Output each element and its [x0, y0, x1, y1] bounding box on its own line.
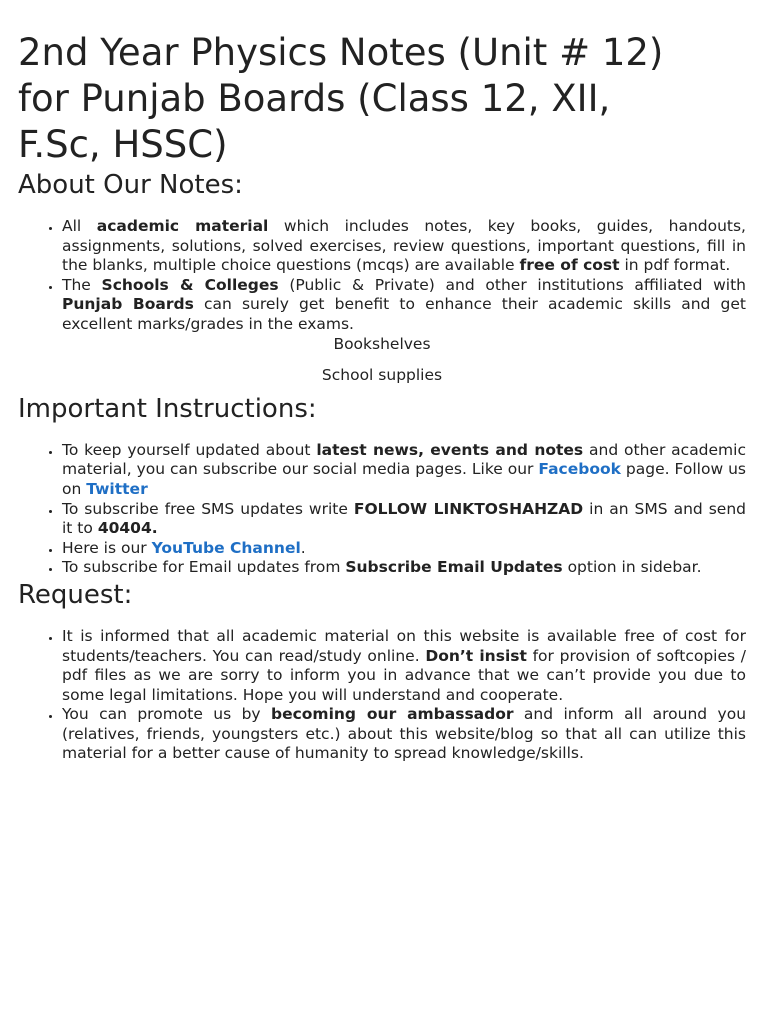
text: option in sidebar. [562, 558, 702, 577]
list-item [62, 705, 746, 764]
about-list [18, 217, 746, 335]
bold-text: latest news, events and notes [316, 440, 584, 459]
bold-text: Don’t insist [425, 646, 527, 665]
text: (Public & Private) and other institutions affiliated with [278, 275, 747, 294]
text: in pdf format. [619, 256, 731, 275]
text: and inform all around you (relatives, friends, youngsters etc.) about this website/blog so that all can utilize this material for a better cause of humanity to spread knowledge/skills. [62, 705, 747, 763]
request-list [18, 627, 746, 764]
bold-text: becoming our ambassador [270, 705, 514, 724]
request-heading: Request: [18, 579, 133, 610]
list-item [62, 627, 746, 705]
list-item [62, 500, 746, 539]
text: It is informed that all academic material on this website is available free of cost for students/teachers. You can read/study online. [62, 626, 746, 665]
bold-text: academic material [96, 217, 269, 235]
text: which includes notes, key books, guides, handouts, assignments, solutions, solved exercises, review questions, important questions, fill in the blanks, multiple choice questions (mcqs) are available [62, 217, 746, 275]
twitter-link[interactable]: Twitter [86, 479, 148, 498]
youtube-channel-link[interactable]: YouTube Channel [151, 538, 301, 557]
facebook-link[interactable]: Facebook [538, 460, 621, 479]
bold-text: free of cost [519, 256, 620, 275]
school-supplies-link[interactable]: School supplies [321, 366, 443, 385]
text: and other academic material, you can subscribe our social media pages. Like our [62, 440, 746, 479]
bold-text: Subscribe Email Updates [345, 558, 563, 577]
instructions-heading: Important Instructions: [18, 393, 317, 424]
instructions-list [18, 441, 746, 578]
text: To keep yourself updated about [62, 440, 317, 459]
list-item [62, 558, 746, 578]
text: in an SMS and send it to [62, 499, 747, 538]
page-title [18, 30, 746, 168]
list-item [62, 539, 746, 559]
bold-text: Punjab Boards [62, 295, 194, 314]
bold-text: 40404. [97, 519, 158, 538]
text: To subscribe for Email updates from [62, 558, 346, 577]
text: . [300, 538, 306, 557]
text: page. Follow us on [62, 460, 746, 498]
bookshelves-link[interactable]: Bookshelves [333, 334, 431, 353]
list-item [62, 217, 746, 276]
page-title-line2: for Punjab Boards (Class 12, XII, [18, 77, 611, 120]
text: You can promote us by [62, 705, 271, 724]
text: can surely get benefit to enhance their academic skills and get excellent marks/grades in the exams. [62, 295, 746, 333]
about-heading: About Our Notes: [18, 170, 243, 200]
list-item [62, 441, 746, 500]
text: Here is our [62, 538, 152, 557]
text: The [62, 275, 102, 294]
bold-text: Schools & Colleges [101, 275, 279, 294]
text: To subscribe free SMS updates write [62, 499, 354, 518]
text: for provision of softcopies / pdf files as we are sorry to inform you in advance that we can’t provide you due to some legal limitations. Hope you will understand and cooperate. [62, 646, 747, 704]
bold-text: FOLLOW LINKTOSHAHZAD [353, 499, 584, 518]
text: All [62, 217, 97, 235]
list-item [62, 276, 746, 335]
page-title-line3: F.Sc, HSSC) [18, 123, 228, 166]
page-title-line1: 2nd Year Physics Notes (Unit # 12) [18, 31, 664, 74]
